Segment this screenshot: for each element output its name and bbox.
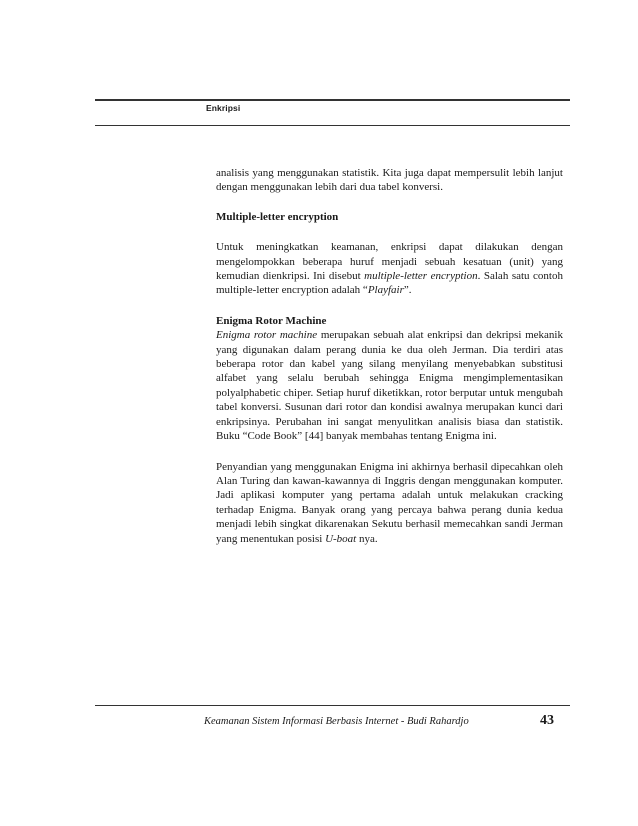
header-rule-bottom: [95, 125, 570, 126]
paragraph-enigma: [216, 328, 563, 443]
heading-enigma-rotor-machine: Enigma Rotor Machine: [216, 314, 327, 327]
footer-book-title: Keamanan Sistem Informasi Berbasis Internet - Budi Rahardjo: [204, 716, 469, 727]
footer-rule: [95, 705, 570, 706]
text-run: . Salah satu contoh multiple-letter encryption adalah “: [216, 270, 563, 297]
text-run: Untuk meningkatkan keamanan, enkripsi dapat dilakukan dengan mengelompokkan beberapa huruf menjadi sebuah kesatuan (unit) yang kemudian dienkripsi. Ini disebut: [216, 241, 563, 283]
paragraph-turing: [216, 460, 563, 546]
heading-multiple-letter-encryption: Multiple-letter encryption: [216, 210, 339, 223]
italic-term-u-boat: U-boat: [325, 532, 357, 545]
text-run: Penyandian yang menggunakan Enigma ini akhirnya berhasil dipecahkan oleh Alan Turing dan kawan-kawannya di Inggris dengan menggunakan komputer. Jadi aplikasi komputer yang pertama adalah untuk melakukan cracking terhadap Enigma. Banyak orang yang percaya bahwa perang dunia kedua menjadi lebih singkat dikarenakan Sekutu berhasil memecahkan sandi Jerman yang menentukan posisi: [216, 460, 563, 545]
page-number: 43: [540, 713, 554, 728]
text-run: ”.: [403, 284, 412, 297]
italic-term-multiple-letter-encryption: multiple-letter encryption: [364, 270, 478, 283]
page-body: [216, 166, 563, 546]
paragraph-multiple-letter: [216, 240, 563, 298]
text-run: nya.: [356, 532, 378, 545]
italic-term-playfair: Playfair: [367, 284, 404, 297]
header-rule-top: [95, 99, 570, 101]
running-header-title: Enkripsi: [206, 103, 241, 113]
paragraph-statistics: analisis yang menggunakan statistik. Kita juga dapat mempersulit lebih lanjut dengan menggunakan lebih dari dua tabel konversi.: [216, 167, 563, 194]
text-run: merupakan sebuah alat enkripsi dan dekripsi mekanik yang digunakan dalam perang dunia ke dua oleh Jerman. Dia terdiri atas beberapa rotor dan kabel yang silang menyilang menyebabkan substitusi alfabet yang selalu berubah sehingga Enigma mengimplementasikan polyalphabetic chiper. Setiap huruf diketikkan, rotor berputar untuk mengubah tabel konversi. Susunan dari rotor dan kondisi awalnya merupakan kunci dari enkripsinya. Perubahan ini sangat menyulitkan analisis biasa dan statistik. Buku “Code Book” [44] banyak membahas tentang Enigma ini.: [216, 329, 563, 443]
italic-term-enigma-rotor-machine: Enigma rotor machine: [216, 329, 318, 342]
